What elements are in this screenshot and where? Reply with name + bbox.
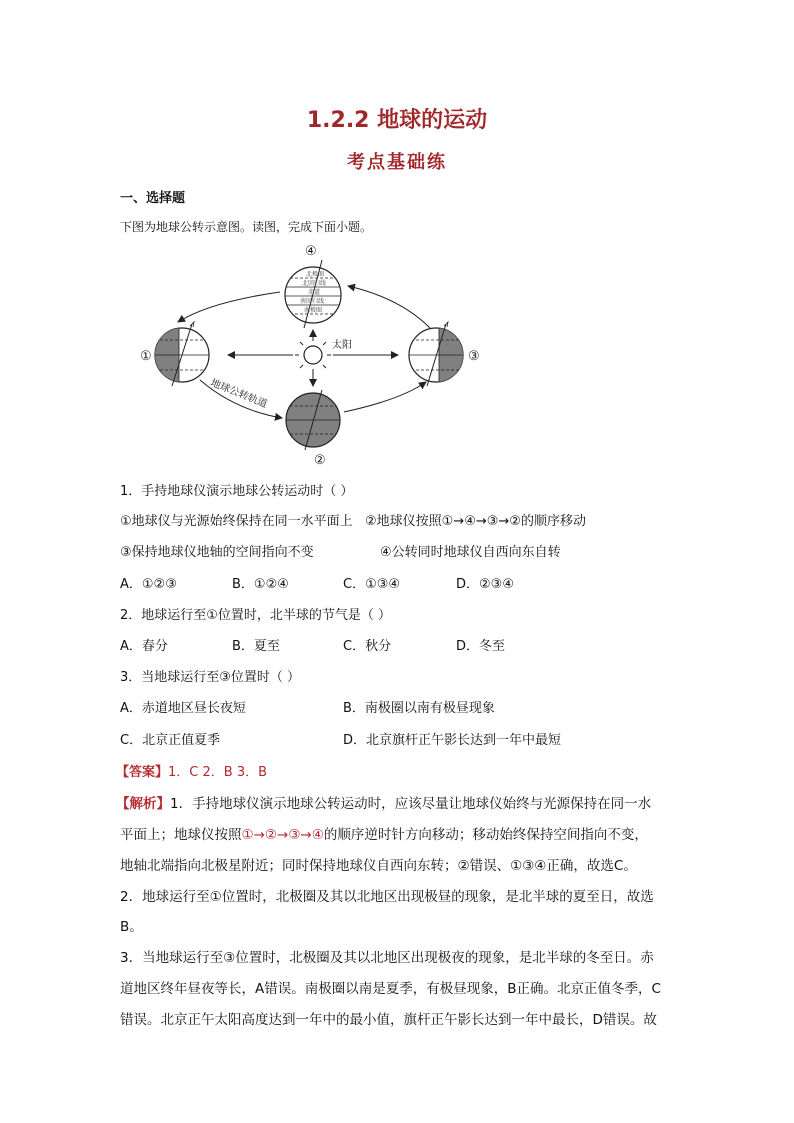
analysis-p2-line1: 2．地球运行至①位置时，北极圈及其以北地区出现极昼的现象，是北半球的夏至日，故选 <box>120 889 654 905</box>
analysis-p1-line3: 地轴北端指向北极星附近；同时保持地球仪自西向东转；②错误、①③④正确，故选C。 <box>120 858 637 874</box>
q2-stem: 2．地球运行至①位置时，北半球的节气是（ ） <box>120 608 392 623</box>
answer-tag: 【答案】 <box>116 765 169 780</box>
q3-option-a: A．赤道地区昼长夜短 <box>120 701 246 716</box>
earth-position-3 <box>406 322 466 386</box>
earth-revolution-diagram <box>130 240 480 470</box>
page-title: 1.2.2 地球的运动 <box>306 108 488 133</box>
analysis-p1-l2b: ①→②→③→④ <box>241 827 324 843</box>
analysis-p1-l2c: 的顺序逆时针方向移动；移动始终保持空间指向不变， <box>323 827 648 843</box>
orbit-arrow-2-to-3 <box>344 382 426 412</box>
zone-label-tropic-capricorn: 南回归线 <box>300 298 325 305</box>
sun-label: 太阳 <box>332 340 352 351</box>
q3-option-d: D．北京旗杆正午影长达到一年中最短 <box>343 733 562 748</box>
q1-option-b: B．①②④ <box>232 577 289 592</box>
orbit-label: 地球公转轨道 <box>208 377 269 411</box>
q1-option-d: D．②③④ <box>456 577 514 592</box>
q3-option-c: C．北京正值夏季 <box>120 733 221 748</box>
orbit-arrow-3-to-4 <box>348 286 430 328</box>
q2-option-d: D．冬至 <box>456 639 506 654</box>
analysis-p3-line1: 3．当地球运行至③位置时，北极圈及其以北地区出现极夜的现象，是北半球的冬至日。赤 <box>120 950 654 966</box>
answer-line <box>116 761 267 780</box>
q1-stem: 1．手持地球仪演示地球公转运动时（ ） <box>120 484 354 499</box>
zone-label-arctic: 北极圈 <box>306 271 325 278</box>
q1-option-a: A．①②③ <box>120 577 177 592</box>
page-subtitle: 考点基础练 <box>347 152 447 173</box>
q1-statement-1: ①地球仪与光源始终保持在同一水平面上 <box>120 514 353 529</box>
question-intro: 下图为地球公转示意图。读图，完成下面小题。 <box>120 220 373 234</box>
answer-text: 1．C 2．B 3．B <box>168 765 268 780</box>
q2-option-b: B．夏至 <box>232 639 280 654</box>
analysis-p1-line1 <box>116 792 651 812</box>
zone-label-equator: 赤道 <box>308 289 321 296</box>
earth-position-1 <box>150 322 214 386</box>
orbit-arrow-4-to-1 <box>178 292 280 322</box>
section-heading: 一、选择题 <box>120 191 186 206</box>
earth-position-2 <box>280 390 346 450</box>
q1-statement-3: ③保持地球仪地轴的空间指向不变 <box>120 545 314 560</box>
q1-statement-4: ④公转同时地球仪自西向东自转 <box>380 545 561 560</box>
position-2-label: ② <box>314 453 326 468</box>
analysis-p2-line2: B。 <box>120 919 143 935</box>
analysis-p3-line3: 错误。北京正午太阳高度达到一年中的最小值，旗杆正午影长达到一年中最长，D错误。故 <box>120 1012 657 1028</box>
position-3-label: ③ <box>468 349 480 364</box>
q2-option-c: C．秋分 <box>343 639 392 654</box>
analysis-p1-l2a: 平面上；地球仪按照 <box>120 827 242 843</box>
zone-label-antarctic: 南极圈 <box>304 307 323 314</box>
analysis-tag: 【解析】 <box>116 796 170 812</box>
q1-option-c: C．①③④ <box>343 577 401 592</box>
analysis-p1-line2 <box>120 823 648 843</box>
sun-icon <box>295 337 331 373</box>
q2-option-a: A．春分 <box>120 639 168 654</box>
q3-option-b: B．南极圈以南有极昼现象 <box>343 701 495 716</box>
zone-label-tropic-cancer: 北回归线 <box>302 280 327 287</box>
position-1-label: ① <box>140 349 152 364</box>
q1-statement-2: ②地球仪按照①→④→③→②的顺序移动 <box>365 514 586 529</box>
position-4-label: ④ <box>305 244 317 259</box>
analysis-p3-line2: 道地区终年昼夜等长，A错误。南极圈以南是夏季，有极昼现象，B正确。北京正值冬季，C <box>120 981 661 997</box>
q3-stem: 3．当地球运行至③位置时（ ） <box>120 670 301 685</box>
analysis-p1-l1-text: 1．手持地球仪演示地球公转运动时，应该尽量让地球仪始终与光源保持在同一水 <box>170 796 652 812</box>
